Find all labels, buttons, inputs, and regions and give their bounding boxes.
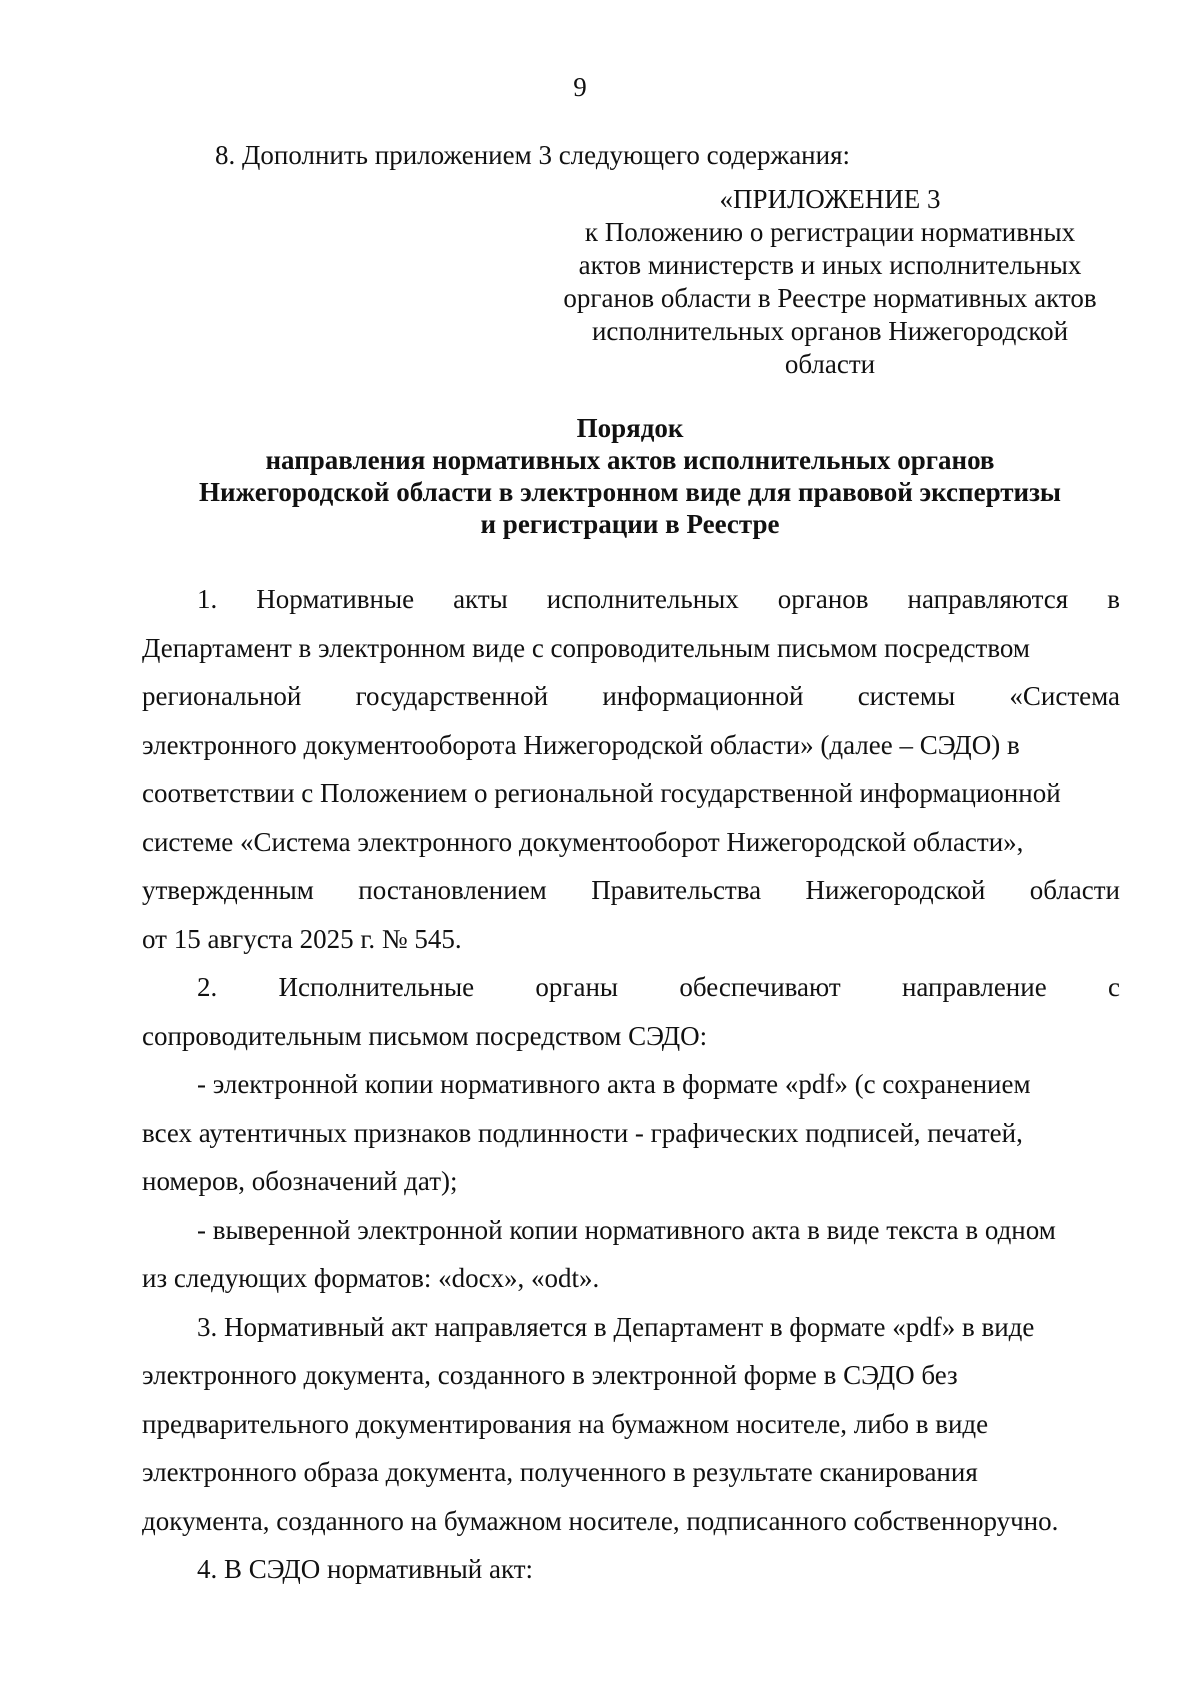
paragraph-1-line: электронного документооборота Нижегородской области» (далее – СЭДО) в (142, 729, 1020, 760)
title-line: Нижегородской области в электронном виде для правовой экспертизы (199, 477, 1061, 507)
paragraph-1-line: Департамент в электронном виде с сопроводительным письмом посредством (142, 632, 1030, 663)
word: системы (857, 681, 956, 711)
intro-paragraph: 8. Дополнить приложением 3 следующего содержания: (215, 140, 851, 170)
word: постановлением (358, 875, 547, 905)
paragraph-2-line: сопроводительным письмом посредством СЭДО: (142, 1020, 708, 1051)
paragraph-3-line: предварительного документирования на бумажном носителе, либо в виде (142, 1408, 989, 1439)
word: органы (535, 972, 619, 1002)
appendix-line: органов области в Реестре нормативных актов (563, 283, 1097, 313)
list-item-line: - электронной копии нормативного акта в формате «pdf» (с сохранением (197, 1069, 1031, 1099)
word: исполнительных (546, 584, 739, 614)
appendix-line: области (784, 349, 876, 379)
paragraph-3-line: электронного документа, созданного в электронной форме в СЭДО без (142, 1360, 958, 1390)
word: Правительства (591, 875, 762, 905)
title-line: и регистрации в Реестре (480, 509, 780, 539)
word: Нормативные (256, 584, 415, 614)
word: направляются (907, 584, 1069, 614)
page-number: 9 (573, 72, 587, 102)
appendix-line: исполнительных органов Нижегородской (591, 316, 1069, 346)
appendix-header (540, 183, 1120, 381)
word: 2. (197, 972, 218, 1002)
appendix-line: к Положению о регистрации нормативных (584, 217, 1076, 247)
paragraph-4-line: 4. В СЭДО нормативный акт: (197, 1554, 534, 1584)
word: Нижегородской (805, 875, 986, 905)
paragraph-2-line (142, 963, 1120, 1012)
title-line: направления нормативных актов исполнительных органов (265, 445, 995, 475)
body-text (142, 575, 1120, 1594)
list-item-line: - выверенной электронной копии нормативного акта в виде текста в одном (197, 1214, 1056, 1245)
word: направление (901, 972, 1047, 1002)
paragraph-3-line: документа, созданного на бумажном носителе, подписанного собственноручно. (142, 1505, 1059, 1536)
paragraph-1-line (142, 866, 1120, 915)
word: в (1107, 584, 1120, 614)
order-title (0, 412, 1200, 540)
list-item-line: номеров, обозначений дат); (142, 1166, 458, 1196)
appendix-line: актов министерств и иных исполнительных (578, 250, 1082, 280)
word: «Система (1009, 681, 1120, 711)
paragraph-3-line: электронного образа документа, полученного в результате сканирования (142, 1457, 978, 1487)
paragraph-1-line (142, 575, 1120, 624)
paragraph-1-line: от 15 августа 2025 г. № 545. (142, 923, 462, 954)
appendix-line: «ПРИЛОЖЕНИЕ 3 (719, 184, 941, 214)
word: области (1029, 875, 1120, 905)
word: 1. (197, 584, 218, 614)
list-item-line: из следующих форматов: «docx», «odt». (142, 1263, 600, 1293)
title-line: Порядок (576, 413, 684, 443)
word: государственной (355, 681, 549, 711)
word: Исполнительные (278, 972, 475, 1002)
word: утвержденным (142, 875, 314, 905)
word: акты (453, 584, 508, 614)
word: с (1107, 972, 1120, 1002)
word: информационной (602, 681, 804, 711)
paragraph-1-line (142, 672, 1120, 721)
paragraph-1-line: соответствии с Положением о региональной государственной информационной (142, 778, 1061, 808)
word: обеспечивают (679, 972, 841, 1002)
word: региональной (142, 681, 302, 711)
list-item-line: всех аутентичных признаков подлинности - графических подписей, печатей, (142, 1117, 1023, 1148)
word: органов (777, 584, 869, 614)
paragraph-1-line: системе «Система электронного документооборот Нижегородской области», (142, 826, 1024, 857)
paragraph-3-line: 3. Нормативный акт направляется в Департамент в формате «pdf» в виде (197, 1311, 1035, 1342)
